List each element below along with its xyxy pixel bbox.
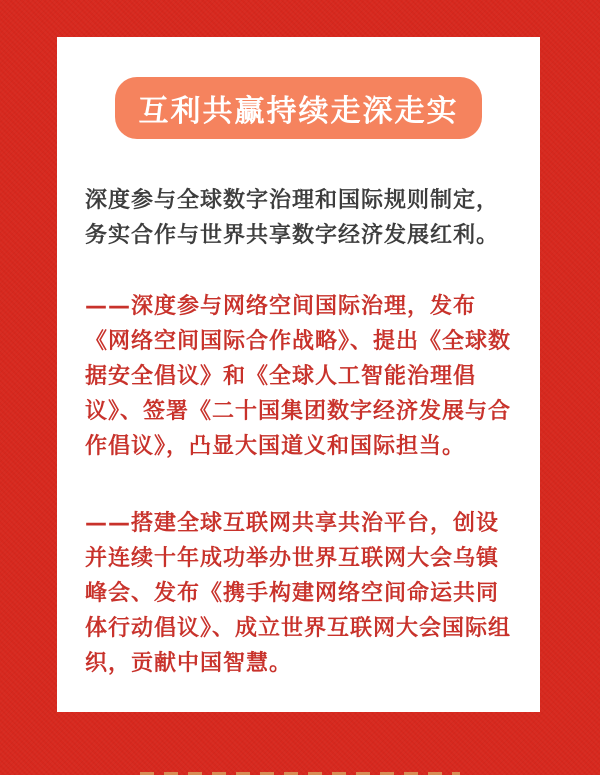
- page-title: 互利共赢持续走深走实: [138, 94, 459, 129]
- body-text-area: [57, 139, 540, 681]
- intro-paragraph: 深度参与全球数字治理和国际规则制定，务实合作与世界共享数字经济发展红利。: [85, 188, 500, 248]
- detail-paragraph-platform: ——搭建全球互联网共享共治平台，创设并连续十年成功举办世界互联网大会乌镇峰会、发布《携手构建网络空间命运共同体行动倡议》、成立世界互联网大会国际组织，贡献中国智慧。: [85, 511, 512, 676]
- detail-paragraph-governance: ——深度参与网络空间国际治理，发布《网络空间国际合作战略》、提出《全球数据安全倡议》和《全球人工智能治理倡议》、签署《二十国集团数字经济发展与合作倡议》，凸显大国道义和国际担当。: [85, 294, 512, 459]
- title-banner: [115, 77, 482, 139]
- content-card: [57, 37, 540, 712]
